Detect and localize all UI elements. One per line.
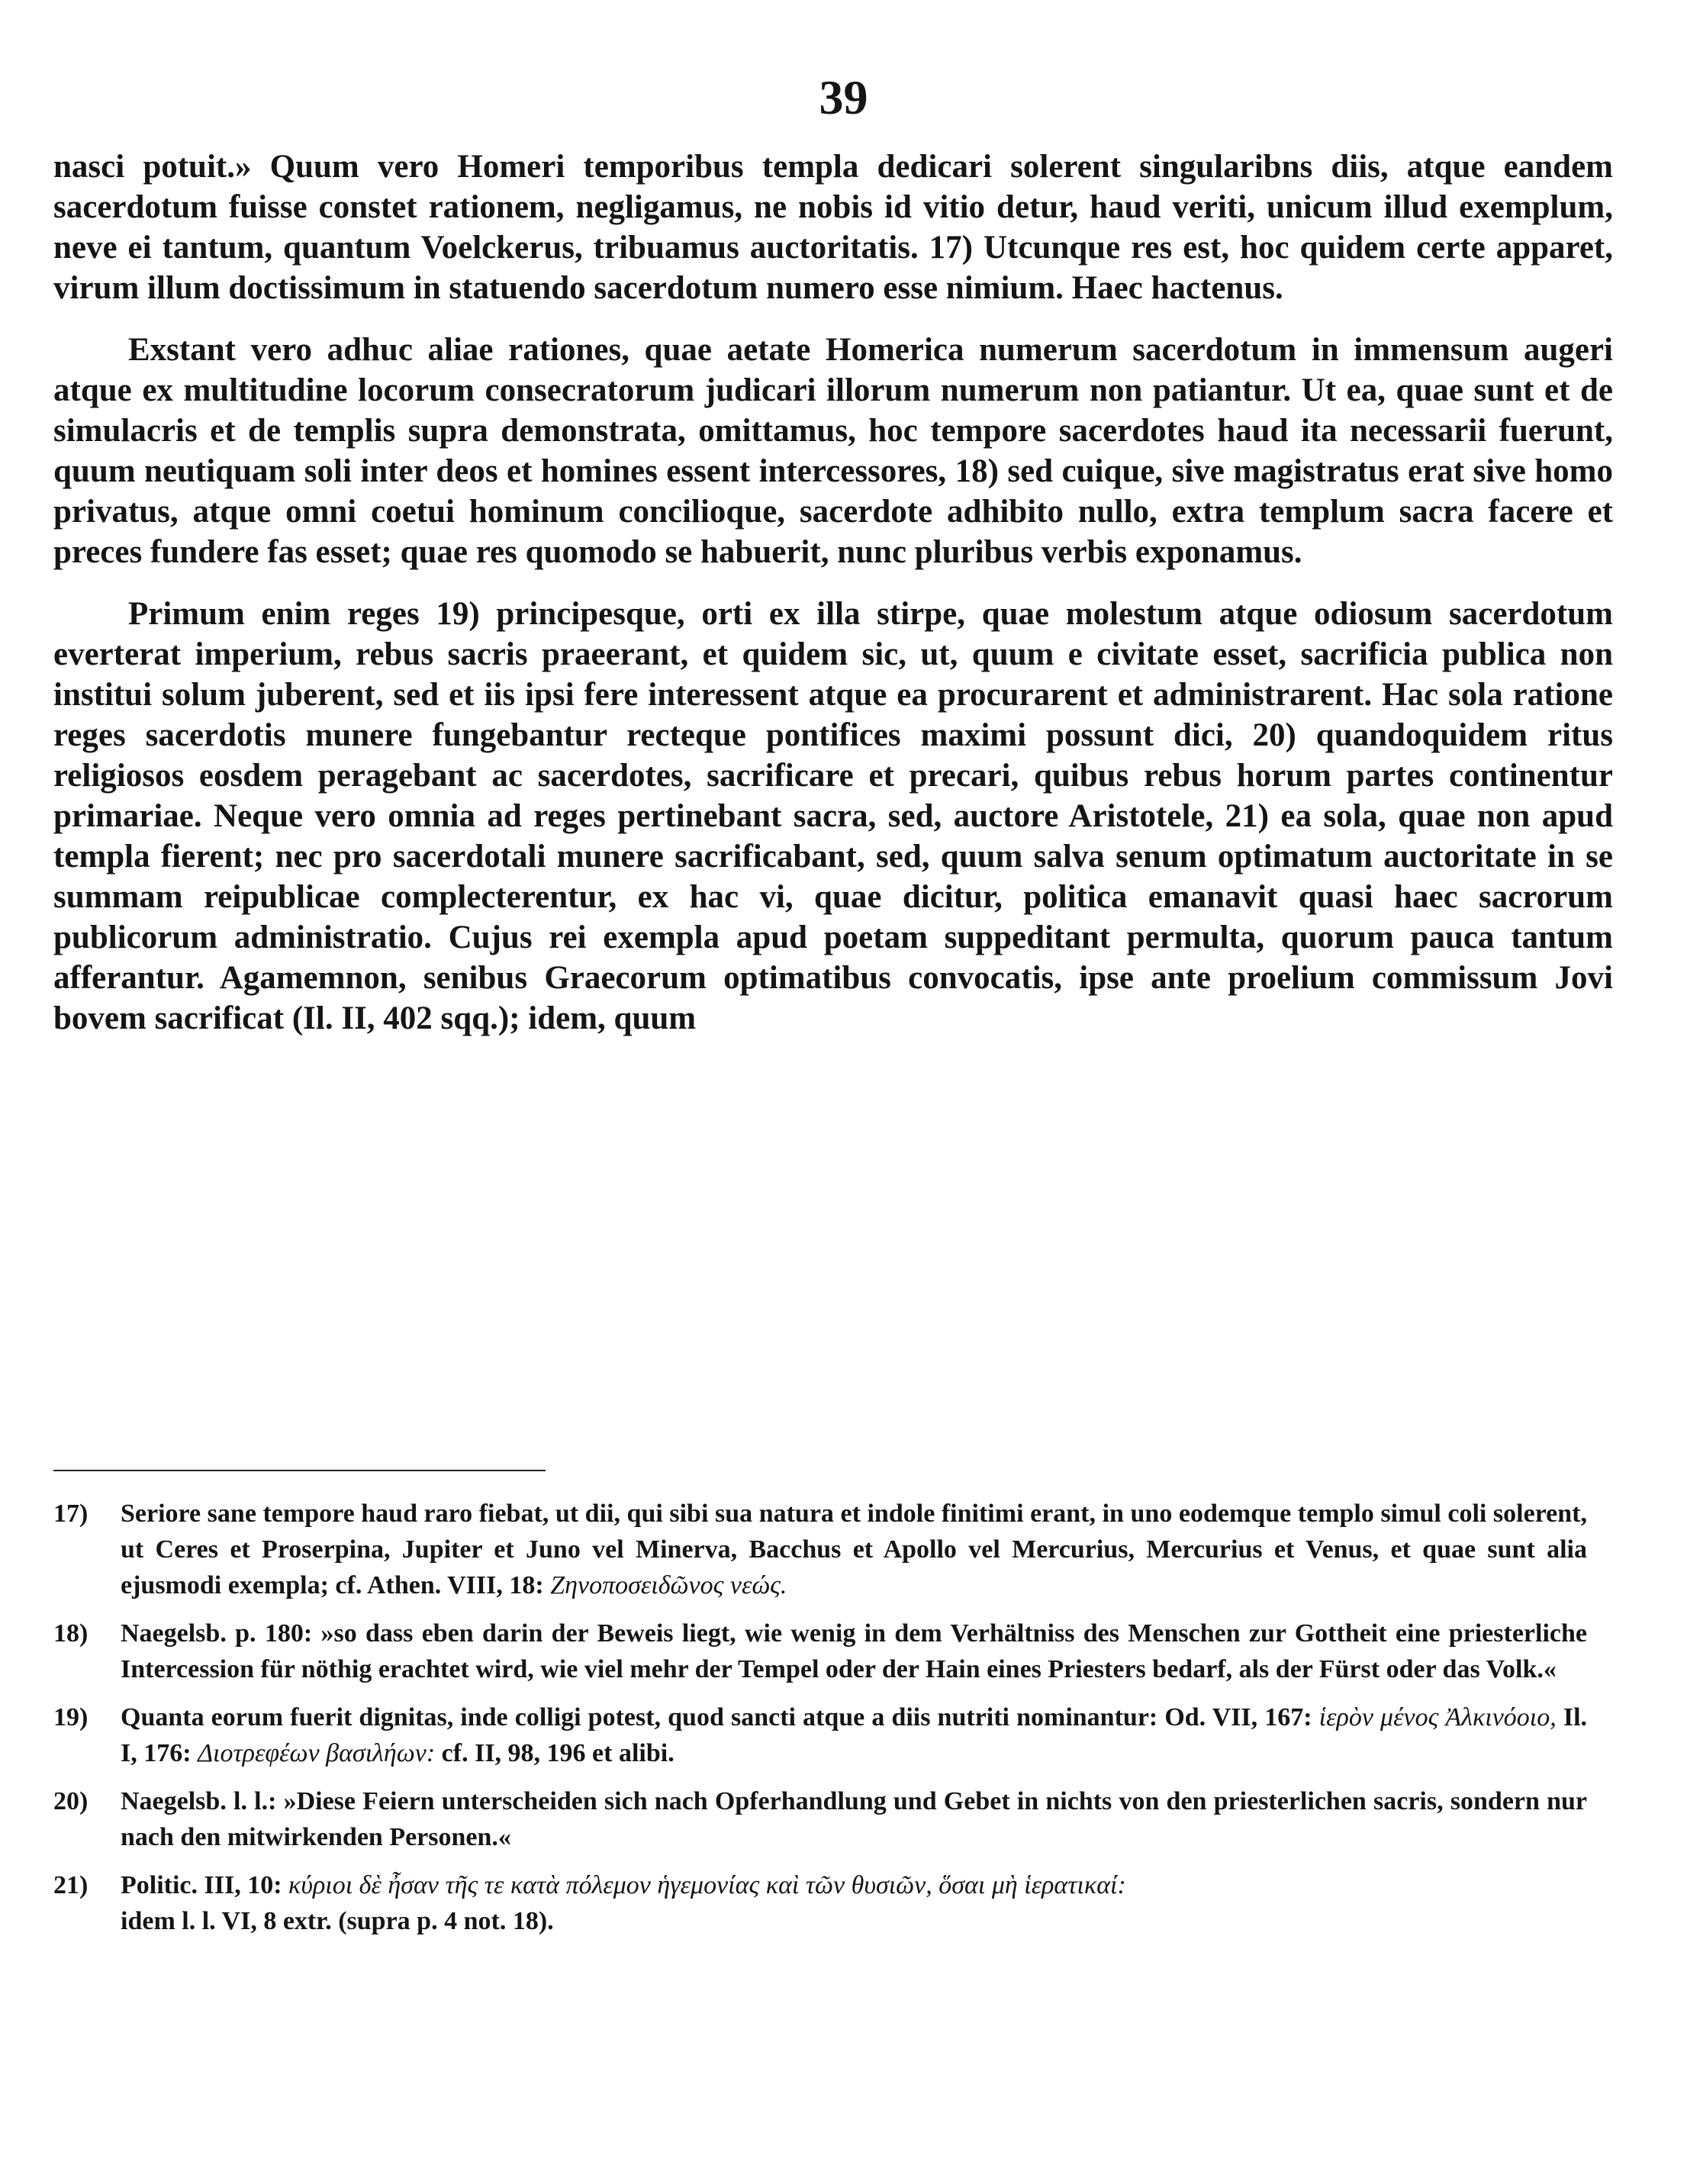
footnote-latin: cf. II, 98, 196 et alibi. <box>441 1739 674 1767</box>
footnote-divider <box>53 1470 546 1471</box>
footnote-latin: Politic. III, 10: <box>121 1871 282 1899</box>
footnote-21 <box>53 1867 1587 1939</box>
page-number: 39 <box>819 70 868 124</box>
footnote-number: 18) <box>53 1619 89 1648</box>
footnote-text: Naegelsb. p. 180: »so dass eben darin der Beweis liegt, wie wenig in dem Verhältniss des Menschen zur Gottheit eine priesterliche Intercession für nöthig erachtet wird, wie viel mehr der Tempel oder der Hain eines Priesters bedarf, als der Fürst oder das Volk.« <box>121 1619 1587 1683</box>
footnote-19 <box>53 1699 1587 1771</box>
footnote-18 <box>53 1615 1587 1687</box>
footnote-20 <box>53 1783 1587 1855</box>
footnote-number: 20) <box>53 1787 89 1815</box>
footnote-text <box>121 1496 1587 1603</box>
footnote-latin: Quanta eorum fuerit dignitas, inde colligi potest, quod sancti atque a diis nutriti nominantur: Od. VII, 167: <box>121 1703 1312 1731</box>
footnote-greek: ἱερὸν μένος Ἀλκινόοιο, <box>1318 1703 1557 1731</box>
footnote-17 <box>53 1496 1587 1603</box>
footnote-latin: Seriore sane tempore haud raro fiebat, ut dii, qui sibi sua natura et indole finitimi erant, in uno eodemque templo simul coli solerent, ut Ceres et Proserpina, Jupiter et Juno vel Minerva, Bacchus et Apollo vel Mercurius, Mercurius et Venus, et quae sunt alia ejusmodi exempla; cf. Athen. VIII, 18: <box>121 1499 1587 1599</box>
paragraph-2: Exstant vero adhuc aliae rationes, quae aetate Homerica numerum sacerdotum in immensum augeri atque ex multitudine locorum consecratorum judicari illorum numerum non patiantur. Ut ea, quae sunt et de simulacris et de templis supra demonstrata, omittamus, hoc tempore sacerdotes haud ita necessarii fuerunt, quum neutiquam soli inter deos et homines essent intercessores, 18) sed cuique, sive magistratus erat sive homo privatus, atque omni coetui hominum concilioque, sacerdote adhibito nullo, extra templum sacra facere et preces fundere fas esset; quae res quomodo se habuerit, nunc pluribus verbis exponamus. <box>53 332 1613 570</box>
paragraph-1: nasci potuit.» Quum vero Homeri temporibus templa dedicari solerent singularibns diis, atque eandem sacerdotum fuisse constet rationem, negligamus, ne nobis id vitio detur, haud veriti, unicum illud exemplum, neve ei tantum, quantum Voelckerus, tribuamus auctoritatis. 17) Utcunque res est, hoc quidem certe apparet, virum illum doctissimum in statuendo sacerdotum numero esse nimium. Haec hactenus. <box>53 149 1613 306</box>
paragraph-3: Primum enim reges 19) principesque, orti ex illa stirpe, quae molestum atque odiosum sacerdotum everterat imperium, rebus sacris praeerant, et quidem sic, ut, quum e civitate esset, sacrificia publica non institui solum juberent, sed et iis ipsi fere interessent atque ea procurarent et administrarent. Hac sola ratione reges sacerdotis munere fungebantur recteque pontifices maximi possunt dici, 20) quandoquidem ritus religiosos eosdem peragebant ac sacerdotes, sacrificare et precari, quibus rebus horum partes continentur primariae. Neque vero omnia ad reges pertinebant sacra, sed, auctore Aristotele, 21) ea sola, quae non apud templa fierent; nec pro sacerdotali munere sacrificabant, sed, quum salva senum optimatum auctoritate in se summam reipublicae complecterentur, ex hac vi, quae dicitur, politica emanavit quasi haec sacrorum publicorum administratio. Cujus rei exempla apud poetam suppeditant permulta, quorum pauca tantum afferantur. Agamemnon, senibus Graecorum optimatibus convocatis, ipse ante proelium commissum Jovi bovem sacrificat (Il. II, 402 sqq.); idem, quum <box>53 596 1613 1036</box>
footnote-greek: Διοτρεφέων βασιλήων: <box>198 1739 436 1767</box>
footnote-number: 17) <box>53 1499 89 1528</box>
footnote-greek: κύριοι δὲ ἦσαν τῆς τε κατὰ πόλεμον ἡγεμονίας καὶ τῶν θυσιῶν, ὅσαι μὴ ἱερατικαί: <box>288 1871 1126 1899</box>
footnote-latin: idem l. l. VI, 8 extr. (supra p. 4 not. 18). <box>121 1907 554 1935</box>
footnote-text <box>121 1699 1587 1771</box>
footnote-text: Naegelsb. l. l.: »Diese Feiern unterscheiden sich nach Opferhandlung und Gebet in nichts von den priesterlichen sacris, sondern nur nach den mitwirkenden Personen.« <box>121 1787 1587 1851</box>
footnote-text <box>121 1867 1587 1939</box>
footnote-number: 21) <box>53 1871 89 1899</box>
footnote-latin: Il. I, 176: <box>121 1703 1588 1767</box>
footnotes <box>53 1496 1587 1951</box>
footnote-greek: Ζηνοποσειδῶνος νεώς. <box>550 1571 787 1599</box>
main-text <box>53 147 1613 1039</box>
footnote-number: 19) <box>53 1703 89 1731</box>
